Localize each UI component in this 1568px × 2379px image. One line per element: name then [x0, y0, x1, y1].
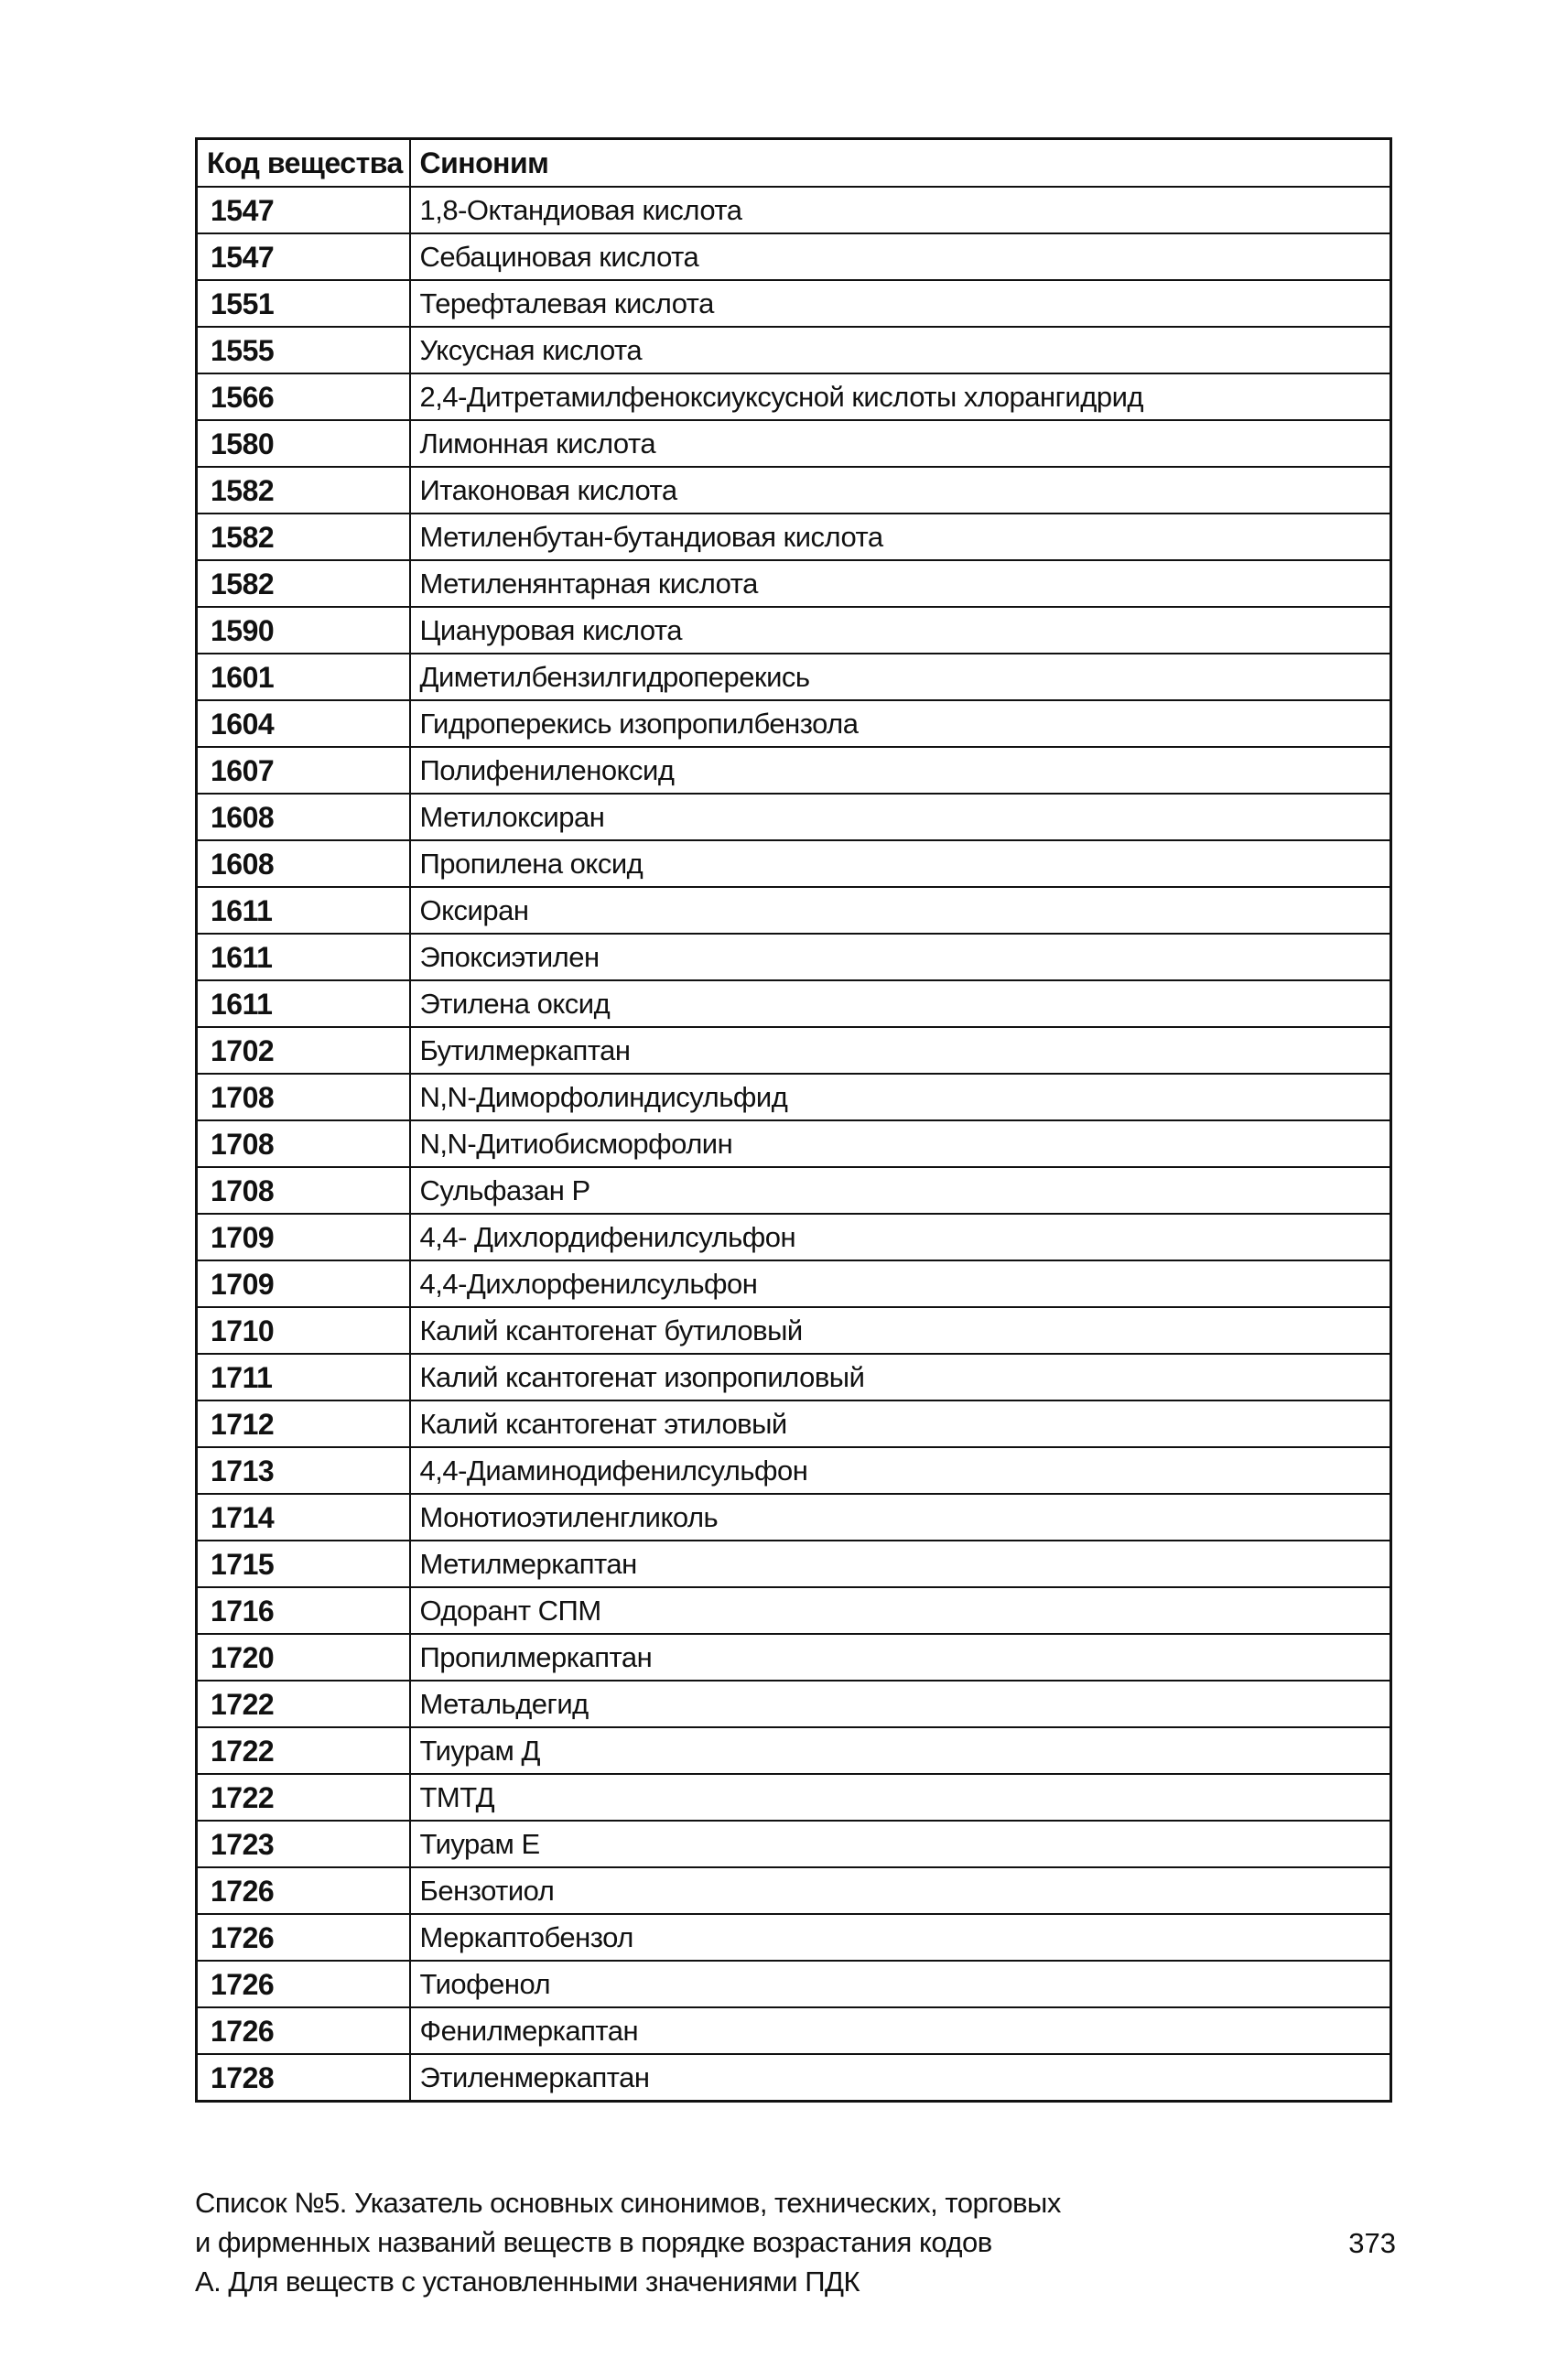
table-row [197, 1774, 1391, 1821]
table-row [197, 1307, 1391, 1354]
substance-code-cell: 1555 [197, 327, 410, 373]
table-row [197, 514, 1391, 560]
synonym-cell: Оксиран [410, 887, 1391, 934]
substance-code-cell: 1702 [197, 1027, 410, 1074]
caption-line: Список №5. Указатель основных синонимов, технических, торговых [195, 2187, 1061, 2219]
synonym-cell: Циануровая кислота [410, 607, 1391, 654]
table-row [197, 2007, 1391, 2054]
table-row [197, 934, 1391, 980]
synonym-cell: Бензотиол [410, 1867, 1391, 1914]
synonym-cell: Калий ксантогенат бутиловый [410, 1307, 1391, 1354]
substance-code-cell: 1611 [197, 980, 410, 1027]
table-row [197, 607, 1391, 654]
column-header-code: Код вещества [197, 139, 410, 188]
synonym-cell: Метилоксиран [410, 794, 1391, 840]
synonym-cell: 2,4-Дитретамилфеноксиуксусной кислоты хлорангидрид [410, 373, 1391, 420]
substance-code-cell: 1710 [197, 1307, 410, 1354]
table-row [197, 980, 1391, 1027]
synonym-cell: Метиленянтарная кислота [410, 560, 1391, 607]
table-row [197, 1400, 1391, 1447]
table-row [197, 233, 1391, 280]
substance-code-cell: 1722 [197, 1727, 410, 1774]
substance-code-cell: 1726 [197, 1961, 410, 2007]
table-row [197, 1541, 1391, 1587]
synonym-cell: Тиурам Е [410, 1821, 1391, 1867]
synonym-cell: ТМТД [410, 1774, 1391, 1821]
substance-code-cell: 1611 [197, 887, 410, 934]
substance-code-cell: 1726 [197, 1914, 410, 1961]
synonym-cell: Монотиоэтиленгликоль [410, 1494, 1391, 1541]
substance-code-cell: 1551 [197, 280, 410, 327]
table-row [197, 1867, 1391, 1914]
substance-code-cell: 1720 [197, 1634, 410, 1681]
substance-code-cell: 1580 [197, 420, 410, 467]
table-row [197, 327, 1391, 373]
synonym-cell: Эпоксиэтилен [410, 934, 1391, 980]
table-header-row [197, 139, 1391, 188]
table-row [197, 1260, 1391, 1307]
synonym-cell: Тиурам Д [410, 1727, 1391, 1774]
caption-line: А. Для веществ с установленными значениями ПДК [195, 2265, 860, 2298]
synonyms-table [195, 137, 1392, 2103]
substance-code-cell: 1566 [197, 373, 410, 420]
table-row [197, 2054, 1391, 2102]
synonym-cell: 4,4-Дихлорфенилсульфон [410, 1260, 1391, 1307]
substance-code-cell: 1601 [197, 654, 410, 700]
page-number: 373 [1348, 2227, 1396, 2259]
synonym-cell: Бутилмеркаптан [410, 1027, 1391, 1074]
synonym-cell: Меркаптобензол [410, 1914, 1391, 1961]
synonym-cell: Пропилмеркаптан [410, 1634, 1391, 1681]
substance-code-cell: 1713 [197, 1447, 410, 1494]
substance-code-cell: 1715 [197, 1541, 410, 1587]
substance-code-cell: 1547 [197, 233, 410, 280]
table-row [197, 1821, 1391, 1867]
table-row [197, 1961, 1391, 2007]
table-row [197, 1727, 1391, 1774]
table-row [197, 373, 1391, 420]
table-row [197, 1214, 1391, 1260]
substance-code-cell: 1708 [197, 1074, 410, 1120]
substance-code-cell: 1723 [197, 1821, 410, 1867]
table-row [197, 1447, 1391, 1494]
substance-code-cell: 1709 [197, 1260, 410, 1307]
synonym-cell: 1,8-Октандиовая кислота [410, 187, 1391, 233]
table-row [197, 1354, 1391, 1400]
synonym-cell: Гидроперекись изопропилбензола [410, 700, 1391, 747]
table-row [197, 1120, 1391, 1167]
synonym-cell: 4,4- Дихлордифенилсульфон [410, 1214, 1391, 1260]
synonym-cell: 4,4-Диаминодифенилсульфон [410, 1447, 1391, 1494]
synonym-cell: Этилена оксид [410, 980, 1391, 1027]
table-row [197, 887, 1391, 934]
substance-code-cell: 1711 [197, 1354, 410, 1400]
table-row [197, 467, 1391, 514]
table-header [197, 139, 1391, 188]
synonym-cell: Одорант СПМ [410, 1587, 1391, 1634]
synonym-cell: N,N-Диморфолиндисульфид [410, 1074, 1391, 1120]
synonym-cell: Сульфазан Р [410, 1167, 1391, 1214]
synonym-cell: Полифениленоксид [410, 747, 1391, 794]
substance-code-cell: 1590 [197, 607, 410, 654]
list-caption [195, 2183, 1110, 2301]
synonym-cell: Итаконовая кислота [410, 467, 1391, 514]
synonym-cell: Диметилбензилгидроперекись [410, 654, 1391, 700]
synonym-cell: Терефталевая кислота [410, 280, 1391, 327]
table-row [197, 280, 1391, 327]
table-row [197, 794, 1391, 840]
table-row [197, 1167, 1391, 1214]
substance-code-cell: 1722 [197, 1774, 410, 1821]
synonym-cell: Метиленбутан-бутандиовая кислота [410, 514, 1391, 560]
substance-code-cell: 1547 [197, 187, 410, 233]
synonym-cell: Лимонная кислота [410, 420, 1391, 467]
table-row [197, 1681, 1391, 1727]
substance-code-cell: 1726 [197, 1867, 410, 1914]
table-body [197, 187, 1391, 2102]
synonym-cell: Себациновая кислота [410, 233, 1391, 280]
substance-code-cell: 1604 [197, 700, 410, 747]
substance-code-cell: 1608 [197, 840, 410, 887]
table-row [197, 1494, 1391, 1541]
substance-code-cell: 1726 [197, 2007, 410, 2054]
table-row [197, 560, 1391, 607]
table-row [197, 1634, 1391, 1681]
synonym-cell: Тиофенол [410, 1961, 1391, 2007]
synonym-cell: Калий ксантогенат изопропиловый [410, 1354, 1391, 1400]
synonym-cell: Уксусная кислота [410, 327, 1391, 373]
substance-code-cell: 1716 [197, 1587, 410, 1634]
substance-code-cell: 1708 [197, 1120, 410, 1167]
substance-code-cell: 1722 [197, 1681, 410, 1727]
substance-code-cell: 1608 [197, 794, 410, 840]
table-row [197, 654, 1391, 700]
substance-code-cell: 1708 [197, 1167, 410, 1214]
synonym-cell: Калий ксантогенат этиловый [410, 1400, 1391, 1447]
synonym-cell: Метилмеркаптан [410, 1541, 1391, 1587]
substance-code-cell: 1712 [197, 1400, 410, 1447]
substance-code-cell: 1728 [197, 2054, 410, 2102]
synonym-cell: Фенилмеркаптан [410, 2007, 1391, 2054]
substance-code-cell: 1582 [197, 467, 410, 514]
table-row [197, 700, 1391, 747]
table-row [197, 187, 1391, 233]
substance-code-cell: 1611 [197, 934, 410, 980]
substance-code-cell: 1607 [197, 747, 410, 794]
column-header-synonym: Синоним [410, 139, 1391, 188]
substance-code-cell: 1714 [197, 1494, 410, 1541]
table-row [197, 1027, 1391, 1074]
table-row [197, 747, 1391, 794]
substance-code-cell: 1709 [197, 1214, 410, 1260]
synonym-cell: Этиленмеркаптан [410, 2054, 1391, 2102]
synonym-cell: Пропилена оксид [410, 840, 1391, 887]
table-row [197, 420, 1391, 467]
table-row [197, 1914, 1391, 1961]
substance-code-cell: 1582 [197, 560, 410, 607]
table-row [197, 1587, 1391, 1634]
synonym-cell: N,N-Дитиобисморфолин [410, 1120, 1391, 1167]
substance-code-cell: 1582 [197, 514, 410, 560]
synonym-cell: Метальдегид [410, 1681, 1391, 1727]
table-row [197, 840, 1391, 887]
caption-line: и фирменных названий веществ в порядке возрастания кодов [195, 2226, 992, 2258]
table-row [197, 1074, 1391, 1120]
